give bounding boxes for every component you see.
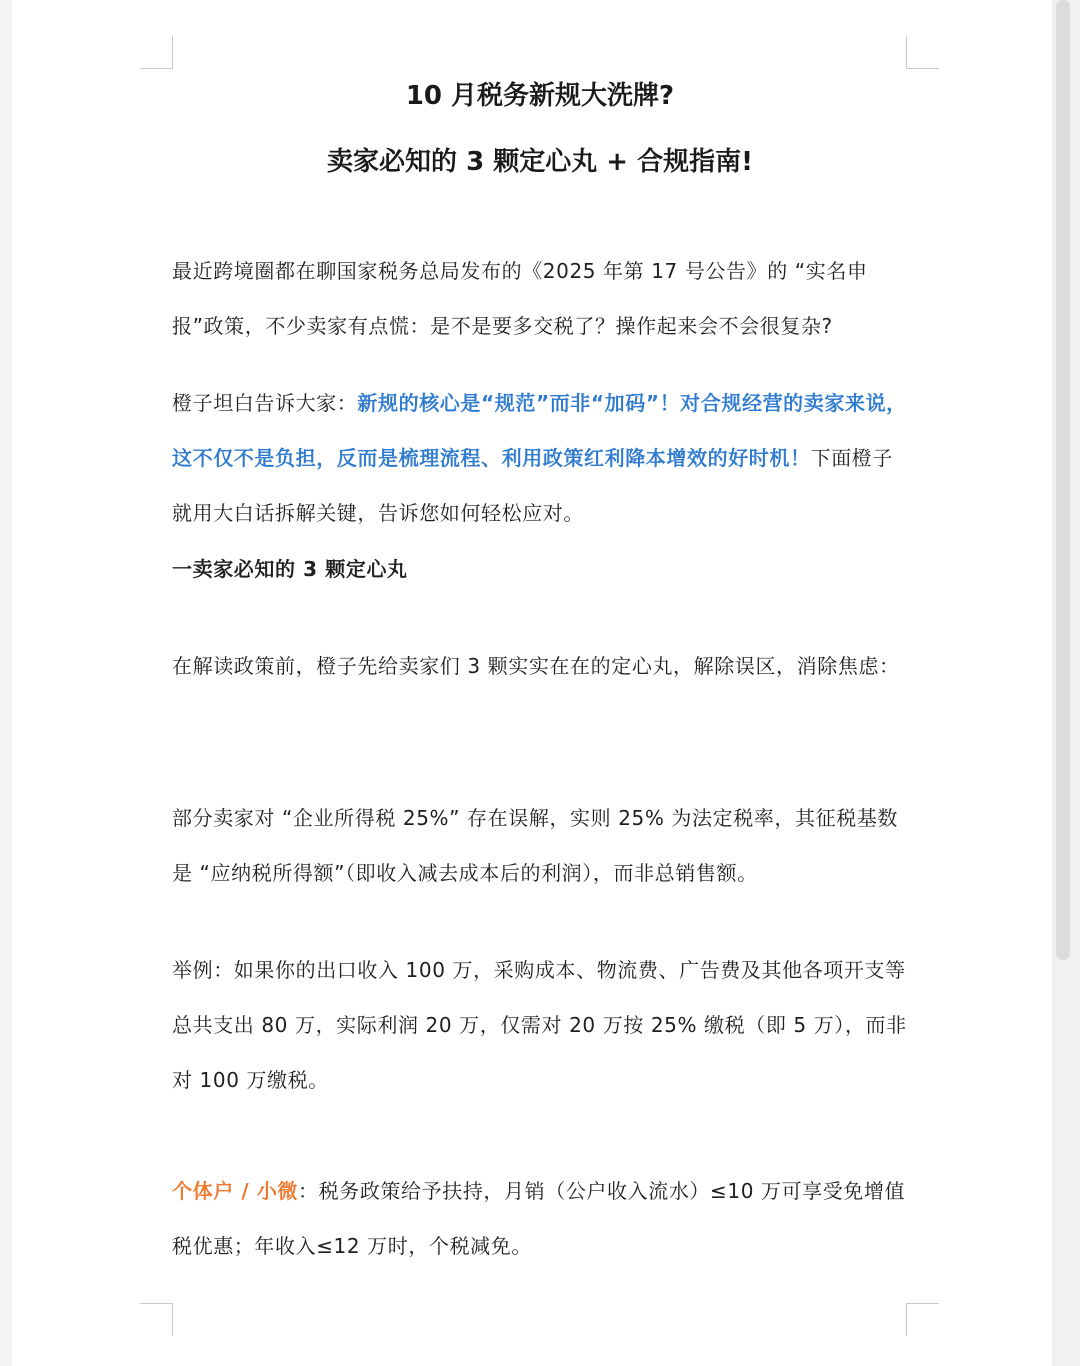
core-message-prefix: 橙子坦白告诉大家： [172,391,358,415]
tax-rate-paragraph: 部分卖家对 “企业所得税 25%” 存在误解，实则 25% 为法定税率，其征税基数是 “应纳税所得额”（即收入减去成本后的利润），而非总销售额。 [172,806,899,885]
document-subtitle: 卖家必知的 3 颗定心丸 + 合规指南! [327,147,753,177]
core-message-suffix: 下面橙子就用大白话拆解关键，告诉您如何轻松应对。 [172,446,894,525]
section-heading: 一卖家必知的 3 颗定心丸 [172,557,408,581]
page-corner-mark-top-right [906,36,939,69]
document-title: 10 月税务新规大洗牌? [405,81,675,111]
scrollbar-thumb[interactable] [1056,0,1070,960]
example-paragraph: 举例：如果你的出口收入 100 万，采购成本、物流费、广告费及其他各项开支等总共支出 80 万，实际利润 20 万，仅需对 20 万按 25% 缴税（即 5 万），而非对 100 万缴税。 [172,958,907,1092]
vertical-scrollbar[interactable] [1052,0,1080,1366]
small-business-paragraph [172,1164,908,1274]
page-corner-mark-bottom-left [140,1303,173,1336]
section-intro-paragraph: 在解读政策前，橙子先给卖家们 3 颗实实在在的定心丸，解除误区，消除焦虑： [172,654,900,678]
core-message-paragraph [172,376,908,541]
page-corner-mark-bottom-right [906,1303,939,1336]
small-business-text: ：税务政策给予扶持，月销（公户收入流水）≤10 万可享受免增值税优惠；年收入≤12 万时，个税减免。 [172,1179,906,1258]
core-message-highlight: 新规的核心是“规范”而非“加码”！对合规经营的卖家来说，这不仅不是负担，反而是梳理流程、利用政策红利降本增效的好时机！ [172,391,907,470]
page-corner-mark-top-left [140,36,173,69]
intro-paragraph: 最近跨境圈都在聊国家税务总局发布的《2025 年第 17 号公告》的 “实名申报”政策，不少卖家有点慌：是不是要多交税了？操作起来会不会很复杂? [172,259,868,338]
small-business-highlight: 个体户 / 小微 [172,1179,299,1203]
